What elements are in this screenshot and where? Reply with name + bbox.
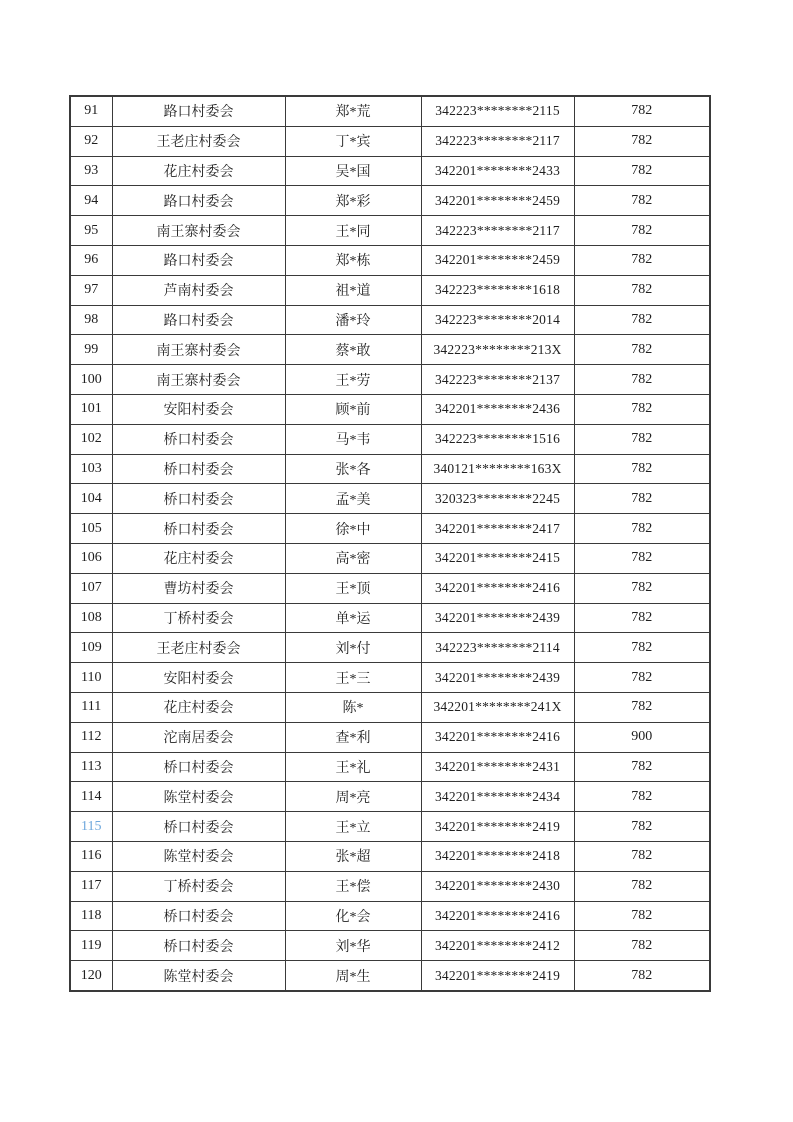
id-number-cell: 342201********2459 xyxy=(421,186,574,216)
amount-cell: 782 xyxy=(574,633,710,663)
person-name-cell: 郑*彩 xyxy=(285,186,421,216)
village-committee-cell: 安阳村委会 xyxy=(112,663,285,693)
id-number-cell: 342223********213X xyxy=(421,335,574,365)
row-number-cell: 102 xyxy=(70,424,112,454)
table-row xyxy=(70,692,710,722)
id-number-cell: 342201********2417 xyxy=(421,514,574,544)
village-committee-cell: 路口村委会 xyxy=(112,305,285,335)
village-committee-cell: 桥口村委会 xyxy=(112,514,285,544)
amount-cell: 782 xyxy=(574,126,710,156)
table-row xyxy=(70,484,710,514)
table-row xyxy=(70,305,710,335)
person-name-cell: 王*劳 xyxy=(285,365,421,395)
table-row xyxy=(70,961,710,991)
person-name-cell: 顾*前 xyxy=(285,394,421,424)
row-number-cell: 115 xyxy=(70,812,112,842)
person-name-cell: 徐*中 xyxy=(285,514,421,544)
row-number-cell: 108 xyxy=(70,603,112,633)
row-number-cell: 118 xyxy=(70,901,112,931)
amount-cell: 782 xyxy=(574,543,710,573)
person-name-cell: 张*超 xyxy=(285,841,421,871)
village-committee-cell: 桥口村委会 xyxy=(112,812,285,842)
village-committee-cell: 王老庄村委会 xyxy=(112,633,285,663)
id-number-cell: 342201********241X xyxy=(421,692,574,722)
village-committee-cell: 花庄村委会 xyxy=(112,692,285,722)
row-number-cell: 105 xyxy=(70,514,112,544)
table-row xyxy=(70,931,710,961)
amount-cell: 782 xyxy=(574,961,710,991)
row-number-cell: 94 xyxy=(70,186,112,216)
amount-cell: 782 xyxy=(574,335,710,365)
person-name-cell: 周*亮 xyxy=(285,782,421,812)
village-committee-cell: 桥口村委会 xyxy=(112,752,285,782)
table-row xyxy=(70,335,710,365)
person-name-cell: 单*运 xyxy=(285,603,421,633)
amount-cell: 782 xyxy=(574,245,710,275)
row-number-cell: 97 xyxy=(70,275,112,305)
table-row xyxy=(70,216,710,246)
amount-cell: 782 xyxy=(574,394,710,424)
person-name-cell: 查*利 xyxy=(285,722,421,752)
id-number-cell: 340121********163X xyxy=(421,454,574,484)
village-committee-cell: 南王寨村委会 xyxy=(112,365,285,395)
person-name-cell: 王*顶 xyxy=(285,573,421,603)
person-name-cell: 丁*宾 xyxy=(285,126,421,156)
id-number-cell: 342201********2419 xyxy=(421,961,574,991)
amount-cell: 900 xyxy=(574,722,710,752)
table-row xyxy=(70,841,710,871)
row-number-cell: 106 xyxy=(70,543,112,573)
person-name-cell: 王*立 xyxy=(285,812,421,842)
table-body xyxy=(70,96,710,991)
person-name-cell: 马*韦 xyxy=(285,424,421,454)
table-row xyxy=(70,901,710,931)
amount-cell: 782 xyxy=(574,305,710,335)
table-row xyxy=(70,543,710,573)
table-row xyxy=(70,573,710,603)
table-row xyxy=(70,424,710,454)
village-committee-cell: 陈堂村委会 xyxy=(112,841,285,871)
table-row xyxy=(70,365,710,395)
amount-cell: 782 xyxy=(574,96,710,126)
beneficiary-table xyxy=(69,95,711,992)
village-committee-cell: 桥口村委会 xyxy=(112,484,285,514)
village-committee-cell: 花庄村委会 xyxy=(112,156,285,186)
village-committee-cell: 陈堂村委会 xyxy=(112,961,285,991)
table-row xyxy=(70,394,710,424)
row-number-cell: 109 xyxy=(70,633,112,663)
table-row xyxy=(70,603,710,633)
person-name-cell: 化*会 xyxy=(285,901,421,931)
table-row xyxy=(70,812,710,842)
row-number-cell: 92 xyxy=(70,126,112,156)
row-number-cell: 120 xyxy=(70,961,112,991)
row-number-cell: 104 xyxy=(70,484,112,514)
row-number-cell: 98 xyxy=(70,305,112,335)
village-committee-cell: 路口村委会 xyxy=(112,245,285,275)
row-number-cell: 119 xyxy=(70,931,112,961)
table-row xyxy=(70,663,710,693)
table-row xyxy=(70,514,710,544)
village-committee-cell: 丁桥村委会 xyxy=(112,603,285,633)
amount-cell: 782 xyxy=(574,514,710,544)
amount-cell: 782 xyxy=(574,365,710,395)
person-name-cell: 刘*付 xyxy=(285,633,421,663)
amount-cell: 782 xyxy=(574,782,710,812)
table-row xyxy=(70,156,710,186)
amount-cell: 782 xyxy=(574,156,710,186)
row-number-cell: 112 xyxy=(70,722,112,752)
id-number-cell: 342223********2137 xyxy=(421,365,574,395)
person-name-cell: 王*礼 xyxy=(285,752,421,782)
amount-cell: 782 xyxy=(574,812,710,842)
table-row xyxy=(70,96,710,126)
table-row xyxy=(70,633,710,663)
id-number-cell: 342201********2434 xyxy=(421,782,574,812)
amount-cell: 782 xyxy=(574,424,710,454)
id-number-cell: 342201********2415 xyxy=(421,543,574,573)
id-number-cell: 342201********2416 xyxy=(421,901,574,931)
amount-cell: 782 xyxy=(574,603,710,633)
row-number-cell: 99 xyxy=(70,335,112,365)
amount-cell: 782 xyxy=(574,871,710,901)
village-committee-cell: 丁桥村委会 xyxy=(112,871,285,901)
person-name-cell: 孟*美 xyxy=(285,484,421,514)
village-committee-cell: 南王寨村委会 xyxy=(112,216,285,246)
id-number-cell: 342201********2416 xyxy=(421,722,574,752)
row-number-cell: 93 xyxy=(70,156,112,186)
village-committee-cell: 桥口村委会 xyxy=(112,901,285,931)
person-name-cell: 王*同 xyxy=(285,216,421,246)
row-number-cell: 111 xyxy=(70,692,112,722)
id-number-cell: 342201********2419 xyxy=(421,812,574,842)
village-committee-cell: 曹坊村委会 xyxy=(112,573,285,603)
village-committee-cell: 桥口村委会 xyxy=(112,454,285,484)
table-row xyxy=(70,275,710,305)
village-committee-cell: 桥口村委会 xyxy=(112,931,285,961)
person-name-cell: 刘*华 xyxy=(285,931,421,961)
amount-cell: 782 xyxy=(574,901,710,931)
amount-cell: 782 xyxy=(574,454,710,484)
row-number-cell: 96 xyxy=(70,245,112,275)
id-number-cell: 342223********1516 xyxy=(421,424,574,454)
person-name-cell: 郑*栋 xyxy=(285,245,421,275)
person-name-cell: 高*密 xyxy=(285,543,421,573)
person-name-cell: 王*三 xyxy=(285,663,421,693)
amount-cell: 782 xyxy=(574,663,710,693)
village-committee-cell: 路口村委会 xyxy=(112,96,285,126)
row-number-cell: 107 xyxy=(70,573,112,603)
id-number-cell: 342223********2115 xyxy=(421,96,574,126)
table-row xyxy=(70,722,710,752)
id-number-cell: 342223********2117 xyxy=(421,216,574,246)
amount-cell: 782 xyxy=(574,573,710,603)
village-committee-cell: 花庄村委会 xyxy=(112,543,285,573)
id-number-cell: 342201********2439 xyxy=(421,663,574,693)
row-number-cell: 113 xyxy=(70,752,112,782)
id-number-cell: 342223********2117 xyxy=(421,126,574,156)
id-number-cell: 342201********2459 xyxy=(421,245,574,275)
village-committee-cell: 南王寨村委会 xyxy=(112,335,285,365)
id-number-cell: 342201********2418 xyxy=(421,841,574,871)
row-number-cell: 100 xyxy=(70,365,112,395)
village-committee-cell: 王老庄村委会 xyxy=(112,126,285,156)
village-committee-cell: 安阳村委会 xyxy=(112,394,285,424)
row-number-cell: 95 xyxy=(70,216,112,246)
id-number-cell: 342201********2439 xyxy=(421,603,574,633)
row-number-cell: 116 xyxy=(70,841,112,871)
row-number-cell: 110 xyxy=(70,663,112,693)
person-name-cell: 郑*荒 xyxy=(285,96,421,126)
id-number-cell: 342201********2430 xyxy=(421,871,574,901)
row-number-cell: 114 xyxy=(70,782,112,812)
table-row xyxy=(70,245,710,275)
id-number-cell: 342201********2436 xyxy=(421,394,574,424)
person-name-cell: 张*各 xyxy=(285,454,421,484)
amount-cell: 782 xyxy=(574,752,710,782)
amount-cell: 782 xyxy=(574,216,710,246)
person-name-cell: 吴*国 xyxy=(285,156,421,186)
person-name-cell: 周*生 xyxy=(285,961,421,991)
table-row xyxy=(70,871,710,901)
amount-cell: 782 xyxy=(574,484,710,514)
amount-cell: 782 xyxy=(574,692,710,722)
id-number-cell: 342223********2114 xyxy=(421,633,574,663)
village-committee-cell: 沱南居委会 xyxy=(112,722,285,752)
row-number-cell: 91 xyxy=(70,96,112,126)
amount-cell: 782 xyxy=(574,841,710,871)
amount-cell: 782 xyxy=(574,186,710,216)
village-committee-cell: 陈堂村委会 xyxy=(112,782,285,812)
person-name-cell: 陈* xyxy=(285,692,421,722)
table-row xyxy=(70,126,710,156)
table-row xyxy=(70,752,710,782)
table-row xyxy=(70,186,710,216)
village-committee-cell: 桥口村委会 xyxy=(112,424,285,454)
person-name-cell: 祖*道 xyxy=(285,275,421,305)
row-number-cell: 101 xyxy=(70,394,112,424)
row-number-cell: 103 xyxy=(70,454,112,484)
village-committee-cell: 芦南村委会 xyxy=(112,275,285,305)
id-number-cell: 342201********2416 xyxy=(421,573,574,603)
id-number-cell: 342201********2433 xyxy=(421,156,574,186)
amount-cell: 782 xyxy=(574,275,710,305)
id-number-cell: 342201********2412 xyxy=(421,931,574,961)
id-number-cell: 342223********2014 xyxy=(421,305,574,335)
row-number-cell: 117 xyxy=(70,871,112,901)
person-name-cell: 潘*玲 xyxy=(285,305,421,335)
village-committee-cell: 路口村委会 xyxy=(112,186,285,216)
person-name-cell: 王*偿 xyxy=(285,871,421,901)
table-row xyxy=(70,782,710,812)
id-number-cell: 342223********1618 xyxy=(421,275,574,305)
id-number-cell: 342201********2431 xyxy=(421,752,574,782)
amount-cell: 782 xyxy=(574,931,710,961)
id-number-cell: 320323********2245 xyxy=(421,484,574,514)
person-name-cell: 蔡*敢 xyxy=(285,335,421,365)
table-row xyxy=(70,454,710,484)
